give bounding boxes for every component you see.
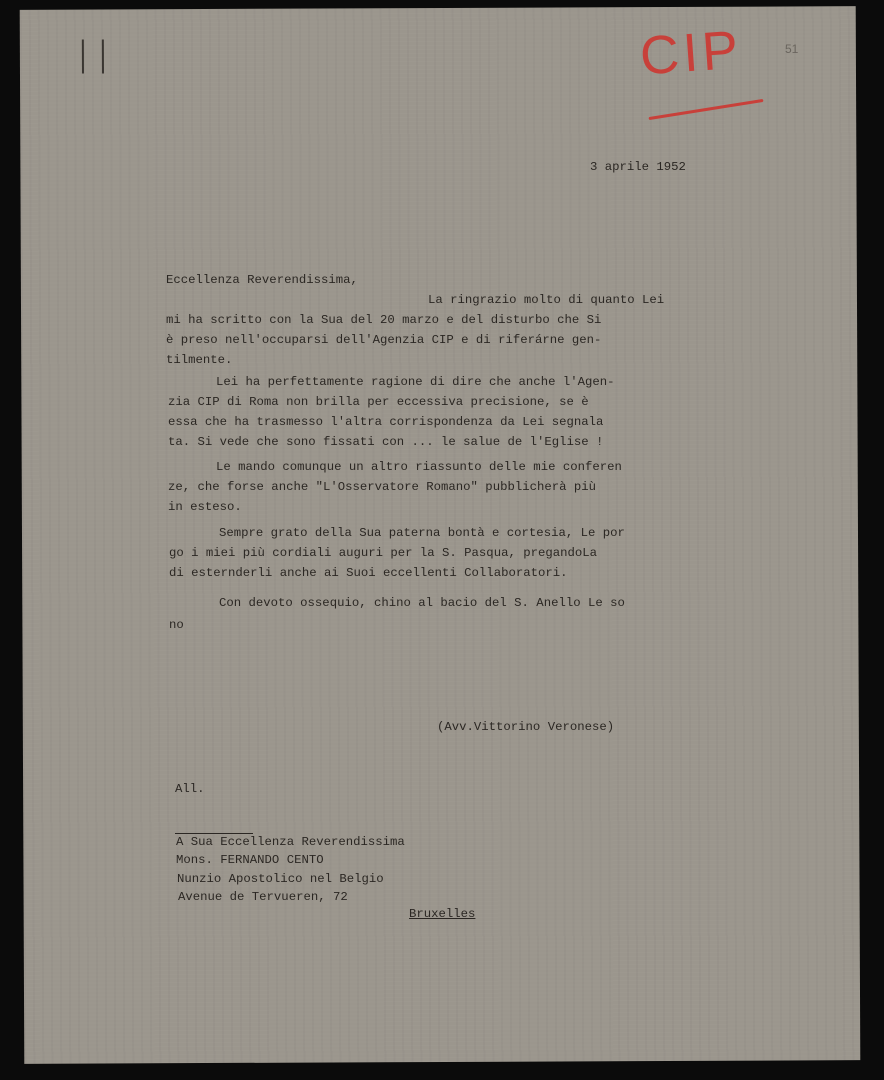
body-line: Con devoto ossequio, chino al bacio del S. Anello Le so	[219, 596, 625, 610]
body-line: La ringrazio molto di quanto Lei	[428, 293, 665, 307]
body-line: tilmente.	[166, 353, 233, 367]
address-line: Nunzio Apostolico nel Belgio	[177, 872, 384, 886]
body-line: in esteso.	[168, 500, 242, 514]
cip-stamp: CIP	[638, 19, 744, 87]
enclosure: All.	[175, 782, 205, 796]
address-line: A Sua Eccellenza Reverendissima	[176, 835, 405, 849]
address-rule	[175, 833, 253, 834]
body-line: è preso nell'occuparsi dell'Agenzia CIP e di riferárne gen-	[166, 333, 602, 347]
date: 3 aprile 1952	[590, 160, 686, 174]
margin-mark	[82, 40, 84, 74]
body-line: mi ha scritto con la Sua del 20 marzo e del disturbo che Si	[166, 313, 602, 327]
signature: (Avv.Vittorino Veronese)	[437, 720, 615, 734]
address-line: Mons. FERNANDO CENTO	[176, 853, 324, 867]
body-line: di esternderli anche ai Suoi eccellenti Collaboratori.	[169, 566, 568, 580]
body-line: Sempre grato della Sua paterna bontà e cortesia, Le por	[219, 526, 625, 540]
address-line: Avenue de Tervueren, 72	[178, 890, 348, 904]
body-line: no	[169, 618, 184, 632]
body-line: go i miei più cordiali auguri per la S. Pasqua, pregandoLa	[169, 546, 598, 560]
address-city: Bruxelles	[409, 907, 476, 921]
body-line: ta. Si vede che sono fissati con ... le salue de l'Eglise !	[168, 435, 604, 449]
body-line: Le mando comunque un altro riassunto delle mie conferen	[216, 460, 622, 474]
pencil-mark: 51	[785, 42, 799, 56]
margin-mark	[102, 39, 104, 73]
body-line: zia CIP di Roma non brilla per eccessiva precisione, se è	[168, 395, 589, 409]
body-line: essa che ha trasmesso l'altra corrispondenza da Lei segnala	[168, 415, 604, 429]
body-line: ze, che forse anche "L'Osservatore Romano" pubblicherà più	[168, 480, 597, 494]
salutation: Eccellenza Reverendissima,	[166, 273, 358, 287]
body-line: Lei ha perfettamente ragione di dire che anche l'Agen-	[216, 375, 615, 389]
